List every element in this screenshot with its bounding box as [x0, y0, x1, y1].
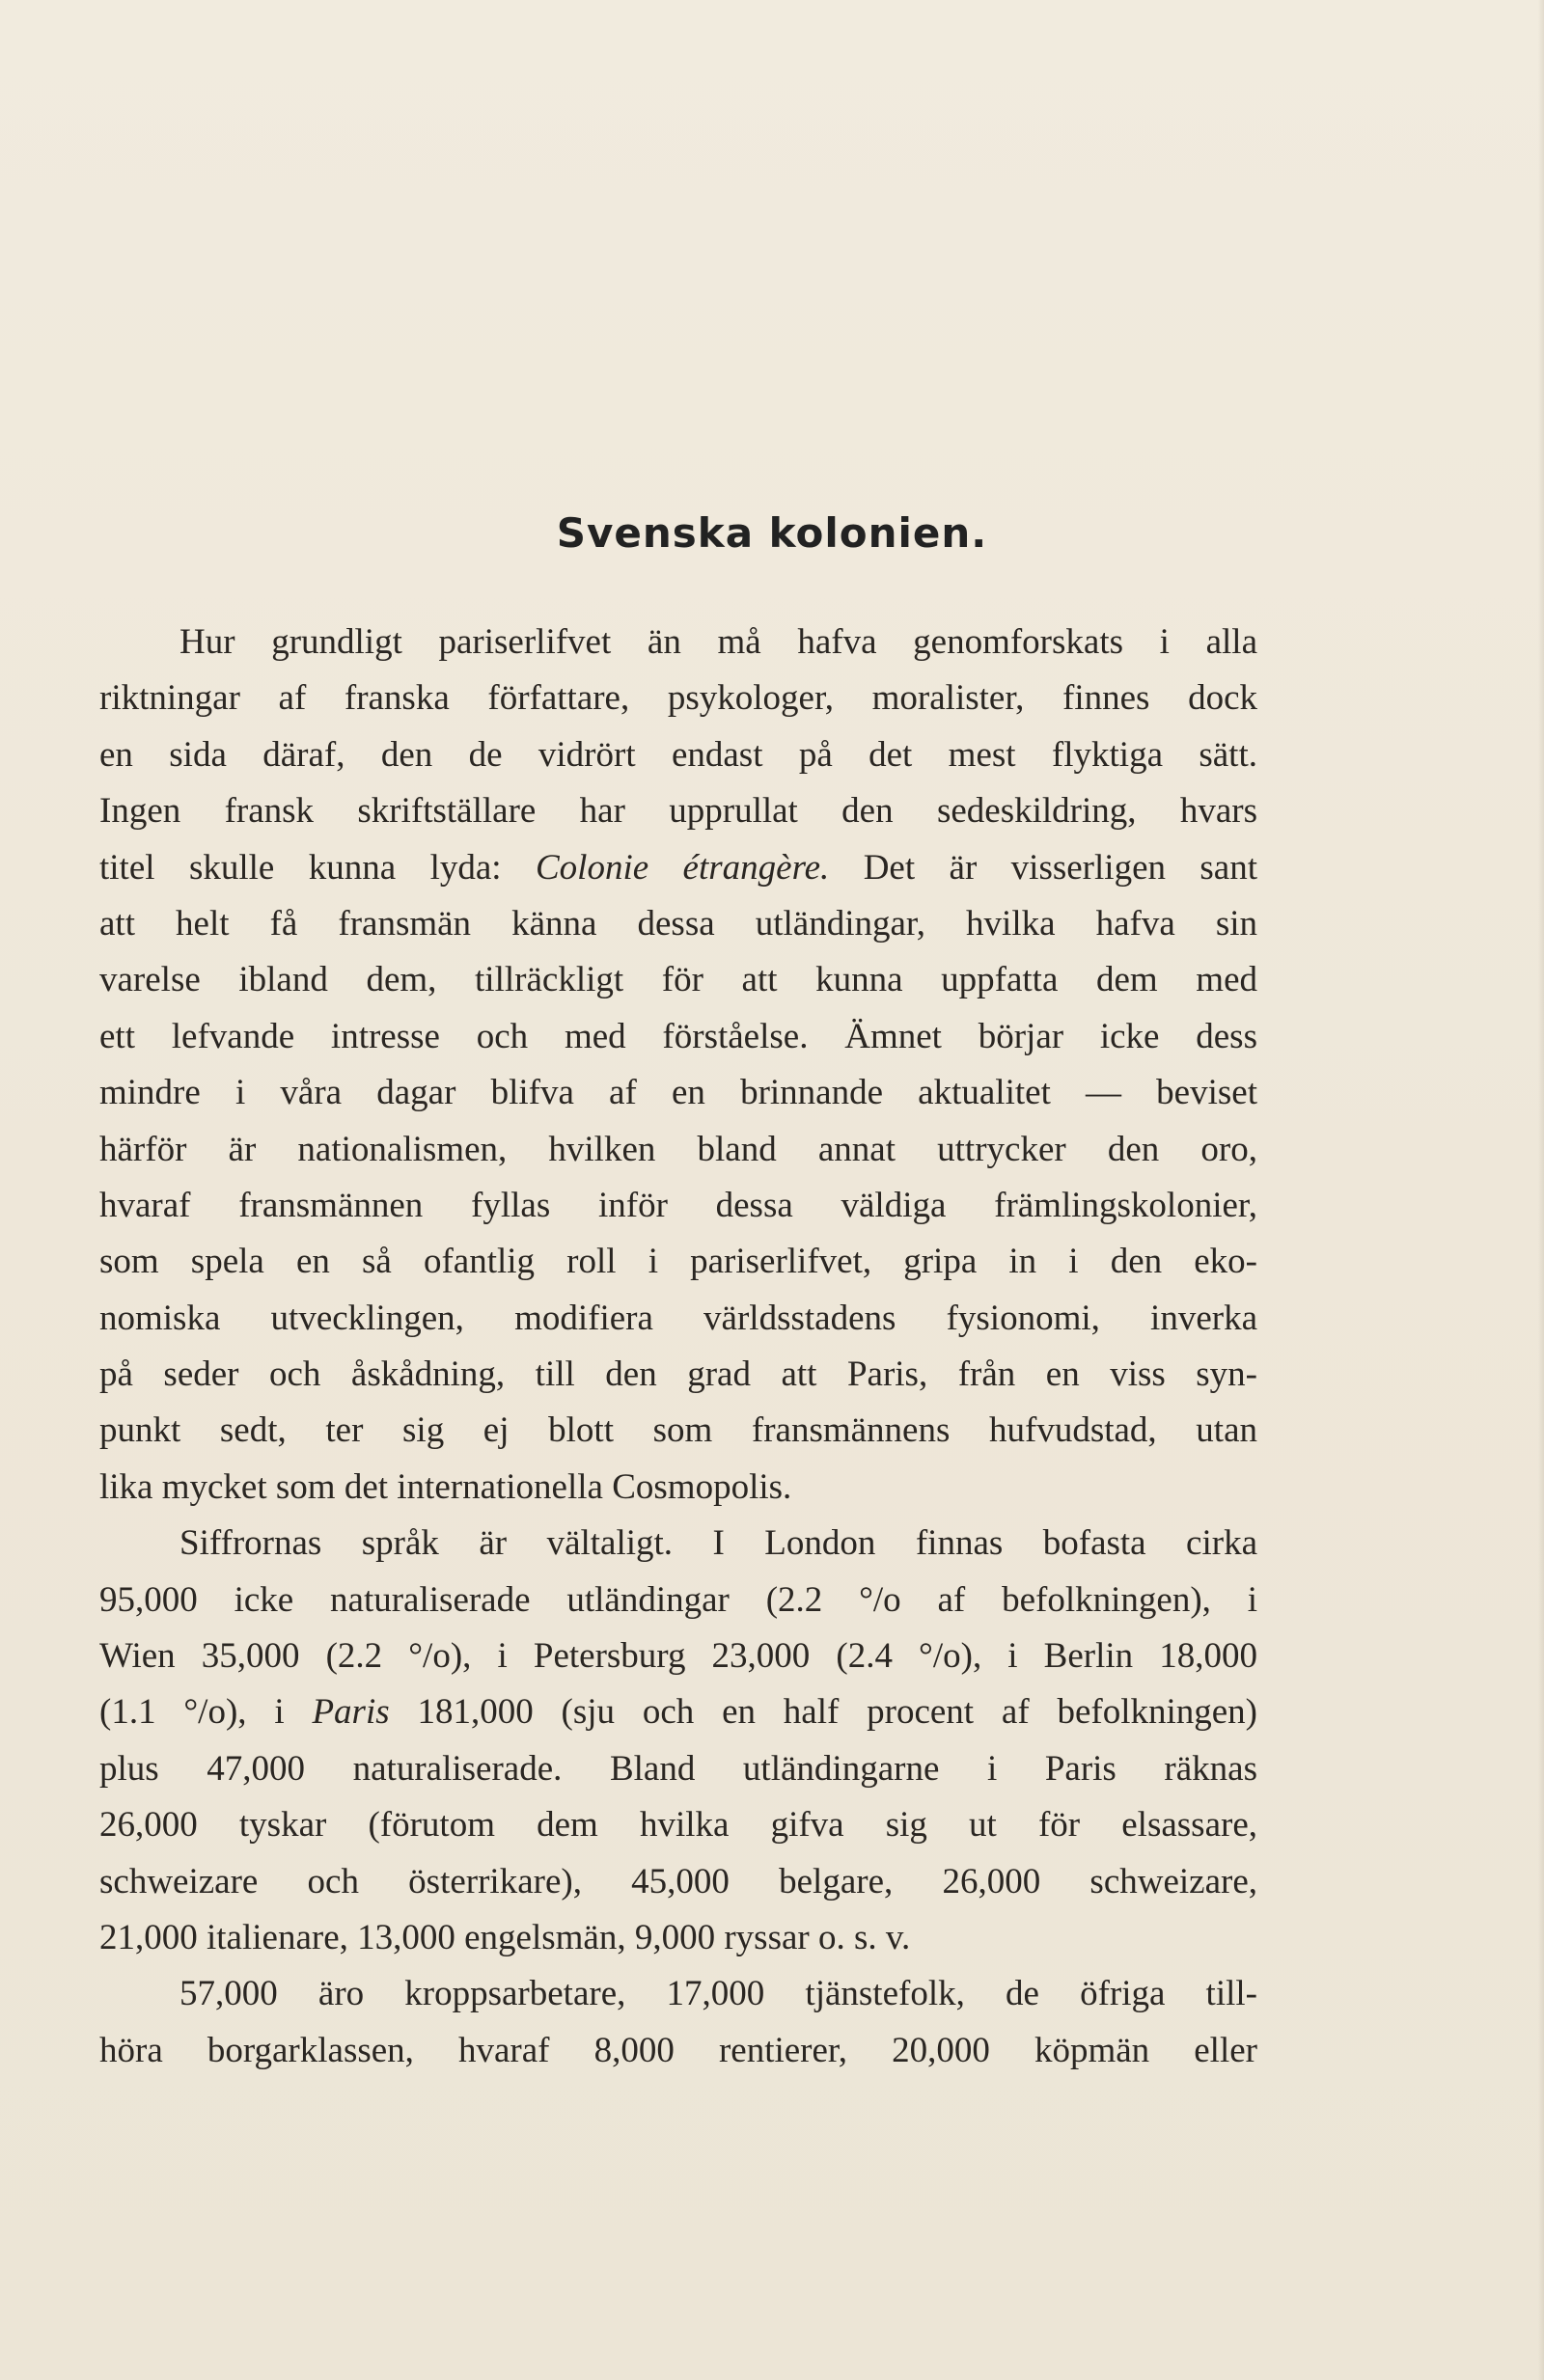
- text-line: Siffrornas språk är vältaligt. I London finnas bofasta cirka: [179, 1523, 1257, 1564]
- italic-phrase: Colonie étrangère.: [535, 847, 830, 888]
- text-line: 26,000 tyskar (förutom dem hvilka gifva sig ut för elsassare,: [99, 1805, 1257, 1846]
- text-line: härför är nationalismen, hvilken bland annat uttrycker den oro,: [99, 1129, 1257, 1169]
- text-line: 21,000 italienare, 13,000 engelsmän, 9,000 ryssar o. s. v.: [99, 1917, 911, 1957]
- text-line: schweizare och österrikare), 45,000 belgare, 26,000 schweizare,: [99, 1861, 1257, 1901]
- chapter-heading: Svenska kolonien.: [556, 509, 988, 557]
- text-line: höra borgarklassen, hvaraf 8,000 rentierer, 20,000 köpmän eller: [99, 2030, 1257, 2070]
- text-line: hvaraf fransmännen fyllas inför dessa väldiga främlingskolonier,: [99, 1185, 1257, 1225]
- text-line: lika mycket som det internationella Cosmopolis.: [99, 1466, 792, 1507]
- text-line-with-italic: (1.1 °/o), i Paris 181,000 (sju och en half procent af befolkningen): [99, 1692, 1258, 1733]
- italic-phrase: Paris: [312, 1692, 390, 1733]
- text-line: Hur grundligt pariserlifvet än må hafva genomforskats i alla: [179, 622, 1257, 662]
- page-edge-shadow: [1538, 0, 1544, 2380]
- text-line: på seder och åskådning, till den grad att Paris, från en viss syn-: [99, 1354, 1257, 1395]
- text-line: Ingen fransk skriftställare har upprullat den sedeskildring, hvars: [99, 791, 1257, 832]
- body-text: [99, 615, 1257, 2079]
- text-line: riktningar af franska författare, psykologer, moralister, finnes dock: [99, 678, 1257, 719]
- text-line: ett lefvande intresse och med förståelse. Ämnet börjar icke dess: [99, 1016, 1257, 1056]
- text-line: 95,000 icke naturaliserade utländingar (2.2 °/o af befolkningen), i: [99, 1579, 1257, 1620]
- text-line: att helt få fransmän känna dessa utländingar, hvilka hafva sin: [99, 903, 1257, 944]
- text-line: en sida däraf, den de vidrört endast på det mest flyktiga sätt.: [99, 734, 1257, 775]
- text-line: varelse ibland dem, tillräckligt för att kunna uppfatta dem med: [99, 960, 1257, 1000]
- text-line: punkt sedt, ter sig ej blott som fransmännens hufvudstad, utan: [99, 1410, 1257, 1451]
- text-line: Wien 35,000 (2.2 °/o), i Petersburg 23,000 (2.4 °/o), i Berlin 18,000: [99, 1636, 1257, 1677]
- text-line: mindre i våra dagar blifva af en brinnande aktualitet — beviset: [99, 1073, 1257, 1113]
- text-line: plus 47,000 naturaliserade. Bland utländingarne i Paris räknas: [99, 1748, 1257, 1789]
- text-line: 57,000 äro kroppsarbetare, 17,000 tjänstefolk, de öfriga till-: [179, 1974, 1257, 2014]
- text-line-with-italic: titel skulle kunna lyda: Colonie étrangère. Det är visserligen sant: [99, 847, 1257, 888]
- text-line: som spela en så ofantlig roll i pariserlifvet, gripa in i den eko-: [99, 1242, 1257, 1282]
- text-line: nomiska utvecklingen, modifiera världsstadens fysionomi, inverka: [99, 1298, 1257, 1338]
